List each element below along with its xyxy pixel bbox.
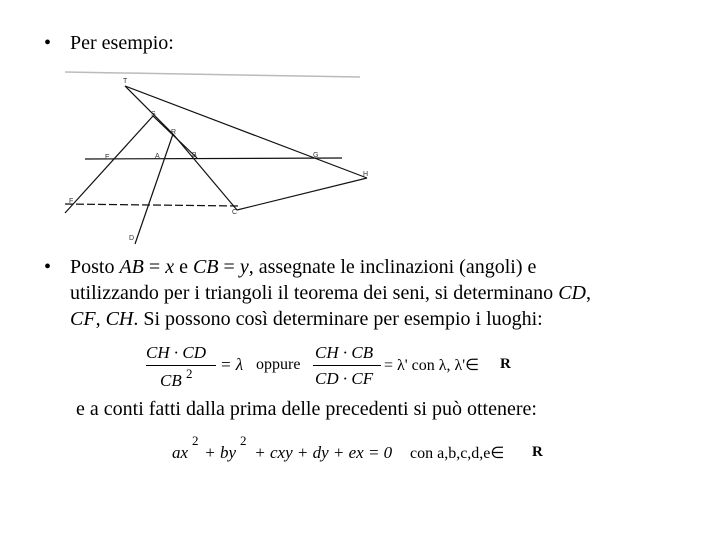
label-s: S xyxy=(151,111,156,118)
bullet-description xyxy=(44,254,684,330)
bullet-marker: • xyxy=(44,32,52,54)
line-tr xyxy=(125,86,173,134)
bullet-intro xyxy=(44,30,174,56)
fraction1-numerator: CH · CD xyxy=(146,343,206,362)
term-ax: ax xyxy=(172,443,189,462)
label-r: R xyxy=(171,129,177,136)
line-egh xyxy=(85,158,342,159)
fraction1-denominator: CB xyxy=(160,371,182,390)
reals-symbol: R xyxy=(532,444,543,460)
line-ch xyxy=(237,178,367,210)
fraction2-numerator: CH · CB xyxy=(315,343,374,362)
label-t: T xyxy=(123,78,128,85)
line-th xyxy=(125,86,367,178)
exponent-by: 2 xyxy=(240,433,247,448)
equals-lambda: = λ xyxy=(220,355,244,374)
term-rest: + cxy + dy + ex = 0 xyxy=(250,443,393,462)
label-d: D xyxy=(129,235,135,242)
line-sf xyxy=(65,116,153,213)
line-rd xyxy=(135,134,173,244)
description-line-1: Posto AB = x e CB = y, assegnate le inclinazioni (angoli) e xyxy=(70,256,537,278)
description-line-3: CF, CH. Si possono così determinare per esempio i luoghi: xyxy=(70,308,543,330)
fraction2-denominator: CD · CF xyxy=(315,369,374,388)
label-c: C xyxy=(232,209,238,216)
label-e: E xyxy=(105,154,110,161)
label-h: H xyxy=(363,171,369,178)
fraction2-bar xyxy=(313,365,381,366)
geometry-figure xyxy=(55,68,375,248)
label-a: A xyxy=(155,153,160,160)
fraction1-bar xyxy=(146,365,216,366)
description-line-2: utilizzando per i triangoli il teorema dei seni, si determinano CD, xyxy=(70,282,591,304)
label-g: G xyxy=(313,152,319,159)
figure-top-line xyxy=(65,72,360,77)
equals-lambda-prime: = λ' con λ, λ'∈ xyxy=(384,357,480,374)
reals-symbol: R xyxy=(500,356,511,372)
conclusion-text: e a conti fatti dalla prima delle precedenti si può ottenere: xyxy=(76,398,537,420)
oppure-text: oppure xyxy=(256,356,301,373)
fraction1-exponent: 2 xyxy=(186,366,193,381)
term-by: + by xyxy=(200,443,237,462)
line-rc xyxy=(173,134,237,210)
intro-text: Per esempio: xyxy=(70,32,174,54)
label-f: F xyxy=(69,198,74,205)
label-b: B xyxy=(192,152,197,159)
description-text xyxy=(70,254,684,332)
exponent-ax: 2 xyxy=(192,433,199,448)
line-sb xyxy=(153,116,197,158)
bullet-marker: • xyxy=(44,256,52,278)
coefficient-domain: con a,b,c,d,e∈ xyxy=(410,445,505,462)
line-fc xyxy=(65,204,240,206)
